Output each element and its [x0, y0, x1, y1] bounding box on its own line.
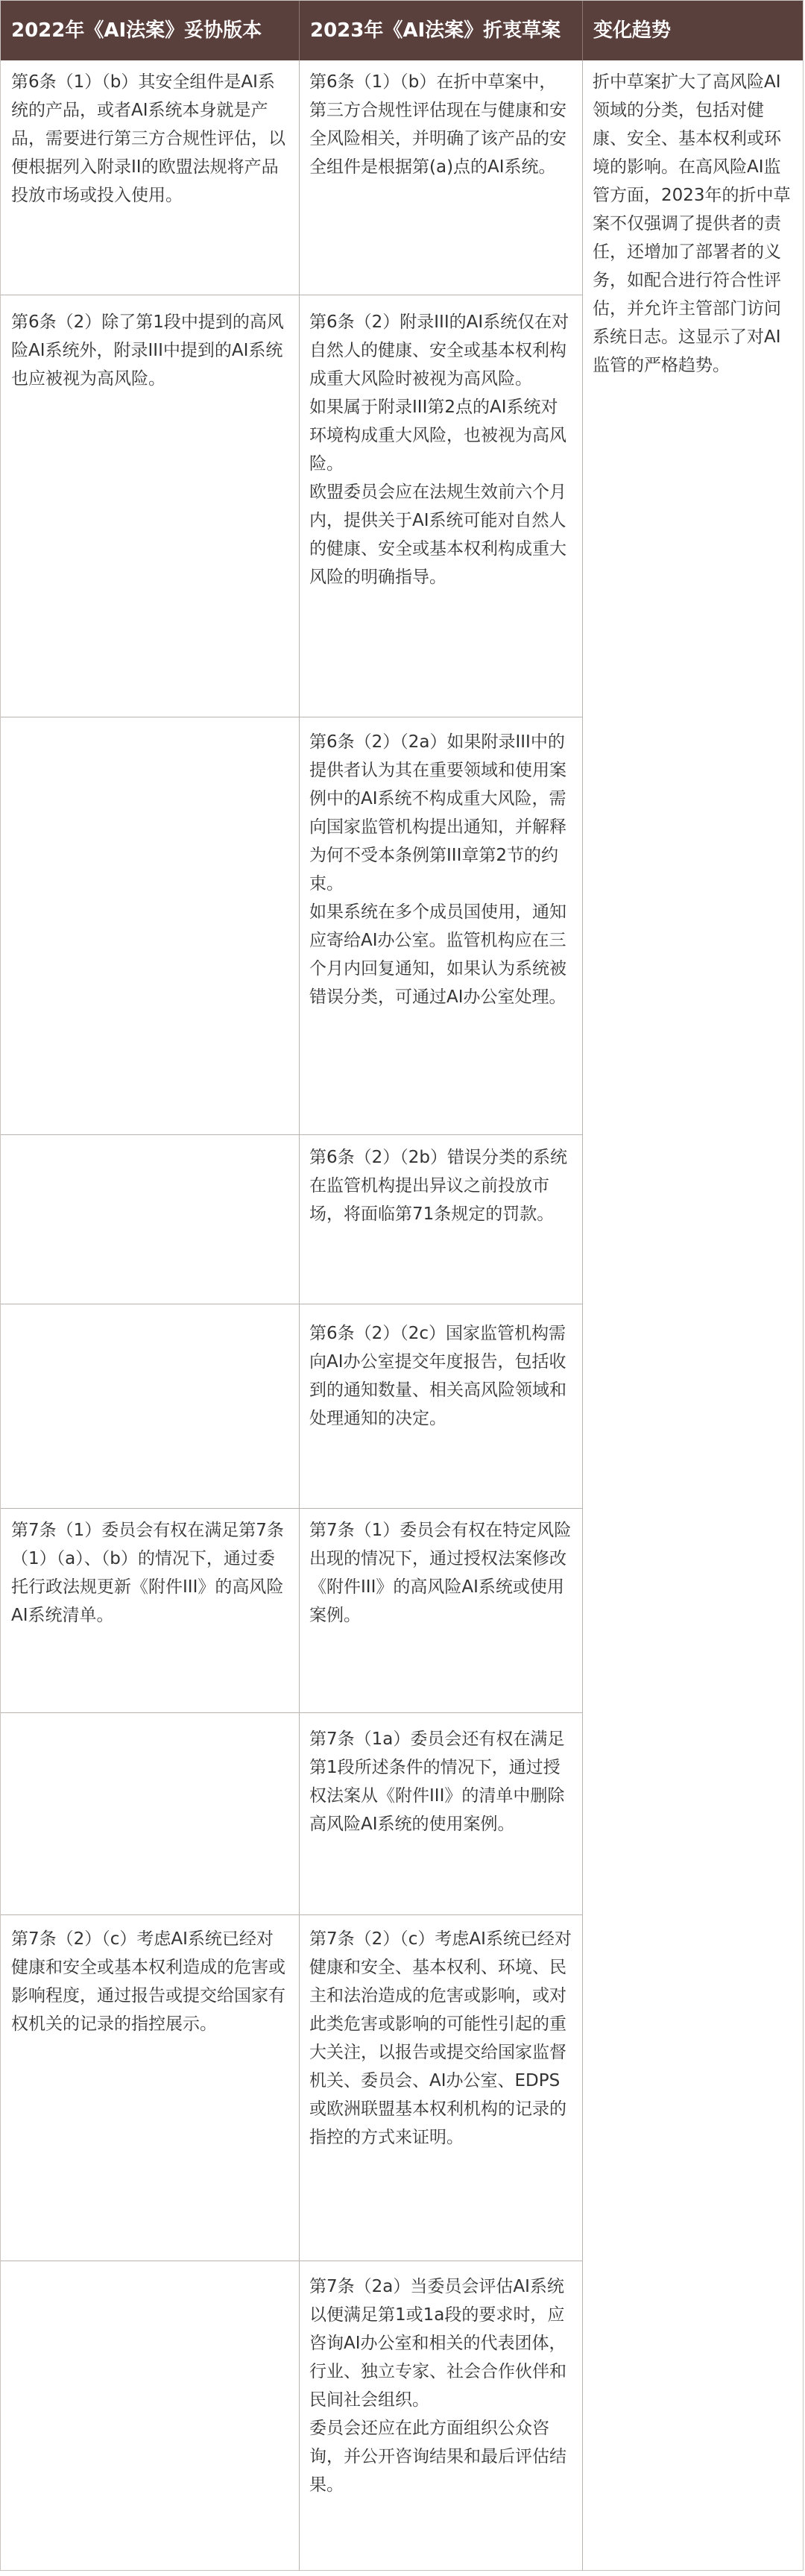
change-trend-cell [582, 68, 803, 380]
table-cell-2022 [1, 1925, 299, 2038]
table-cell-2023 [299, 728, 582, 1011]
cell-text: 如果属于附录III第2点的AI系统对环境构成重大风险，也被视为高风险。 [309, 398, 566, 474]
cell-text: 第6条（2）（2c）国家监管机构需向AI办公室提交年度报告，包括收到的通知数量、相关高风险领域和处理通知的决定。 [309, 1324, 566, 1428]
row-divider [1, 1508, 582, 1509]
cell-text: 委员会还应在此方面组织公众咨询，并公开咨询结果和最后评估结果。 [309, 2419, 566, 2495]
table-header [1, 1, 803, 60]
row-divider [1, 1134, 582, 1135]
table-cell-2022 [1, 308, 299, 393]
header-change-trend: 变化趋势 [582, 1, 803, 60]
column-divider [582, 60, 583, 2571]
cell-text: 第7条（2）（c）考虑AI系统已经对健康和安全、基本权利、环境、民主和法治造成的危害或影响，或对此类危害或影响的可能性引起的重大关注，以报告或提交给国家监督机关、委员会、AI办公室、EDPS或欧洲联盟基本权利机构的记录的指控的方式来证明。 [309, 1929, 572, 2147]
table-cell-2023 [299, 1925, 582, 2152]
row-divider [1, 1712, 582, 1713]
table-cell-2022 [1, 68, 299, 210]
cell-text: 第6条（2）附录III的AI系统仅在对自然人的健康、安全或基本权利构成重大风险时被视为高风险。 [309, 312, 569, 389]
cell-text: 第6条（1）（b）其安全组件是AI系统的产品，或者AI系统本身就是产品，需要进行第三方合规性评估，以便根据列入附录II的欧盟法规将产品投放市场或投入使用。 [11, 72, 285, 205]
table-cell-2023 [299, 2272, 582, 2499]
table-cell-2022 [1, 1516, 299, 1630]
cell-text: 如果系统在多个成员国使用，通知应寄给AI办公室。监管机构应在三个月内回复通知，如果认为系统被错误分类，可通过AI办公室处理。 [309, 902, 566, 1007]
table-cell-2023 [299, 1725, 582, 1838]
trend-text: 折中草案扩大了高风险AI领域的分类，包括对健康、安全、基本权利或环境的影响。在高风险AI监管方面，2023年的折中草案不仅强调了提供者的责任，还增加了部署者的义务，如配合进行符合性评估，并允许主管部门访问系统日志。这显示了对AI监管的严格趋势。 [593, 72, 791, 375]
cell-text: 第7条（1）委员会有权在满足第7条（1）（a）、（b）的情况下，通过委托行政法规更新《附件III》的高风险AI系统清单。 [11, 1521, 284, 1625]
row-divider [1, 1914, 582, 1915]
header-2023-draft: 2023年《AI法案》折衷草案 [299, 1, 582, 60]
cell-text: 第7条（2）（c）考虑AI系统已经对健康和安全或基本权利造成的危害或影响程度，通过报告或提交给国家有权机关的记录的指控展示。 [11, 1929, 285, 2034]
cell-text: 第7条（1a）委员会还有权在满足第1段所述条件的情况下，通过授权法案从《附件III》的清单中删除高风险AI系统的使用案例。 [309, 1730, 565, 1834]
table-cell-2023 [299, 68, 582, 181]
cell-text: 第6条（2）除了第1段中提到的高风险AI系统外，附录III中提到的AI系统也应被视为高风险。 [11, 312, 284, 389]
table-cell-2023 [299, 308, 582, 591]
cell-text: 第7条（2a）当委员会评估AI系统以便满足第1或1a段的要求时，应咨询AI办公室和相关的代表团体，行业、独立专家、社会合作伙伴和民间社会组织。 [309, 2277, 566, 2410]
table-cell-2023 [299, 1516, 582, 1630]
cell-text: 第6条（2）（2b）错误分类的系统在监管机构提出异议之前投放市场，将面临第71条规定的罚款。 [309, 1148, 567, 1224]
table-cell-2023 [299, 1319, 582, 1433]
cell-text: 欧盟委员会应在法规生效前六个月内，提供关于AI系统可能对自然人的健康、安全或基本权利构成重大风险的明确指导。 [309, 483, 566, 587]
cell-text: 第6条（1）（b）在折中草案中，第三方合规性评估现在与健康和安全风险相关，并明确了该产品的安全组件是根据第(a)点的AI系统。 [309, 72, 566, 177]
cell-text: 第6条（2）（2a）如果附录III中的提供者认为其在重要领域和使用案例中的AI系统不构成重大风险，需向国家监管机构提出通知，并解释为何不受本条例第III章第2节的约束。 [309, 732, 566, 893]
cell-text: 第7条（1）委员会有权在特定风险出现的情况下，通过授权法案修改《附件III》的高风险AI系统或使用案例。 [309, 1521, 572, 1625]
table-cell-2023 [299, 1143, 582, 1228]
header-2022-version: 2022年《AI法案》妥协版本 [11, 19, 262, 42]
